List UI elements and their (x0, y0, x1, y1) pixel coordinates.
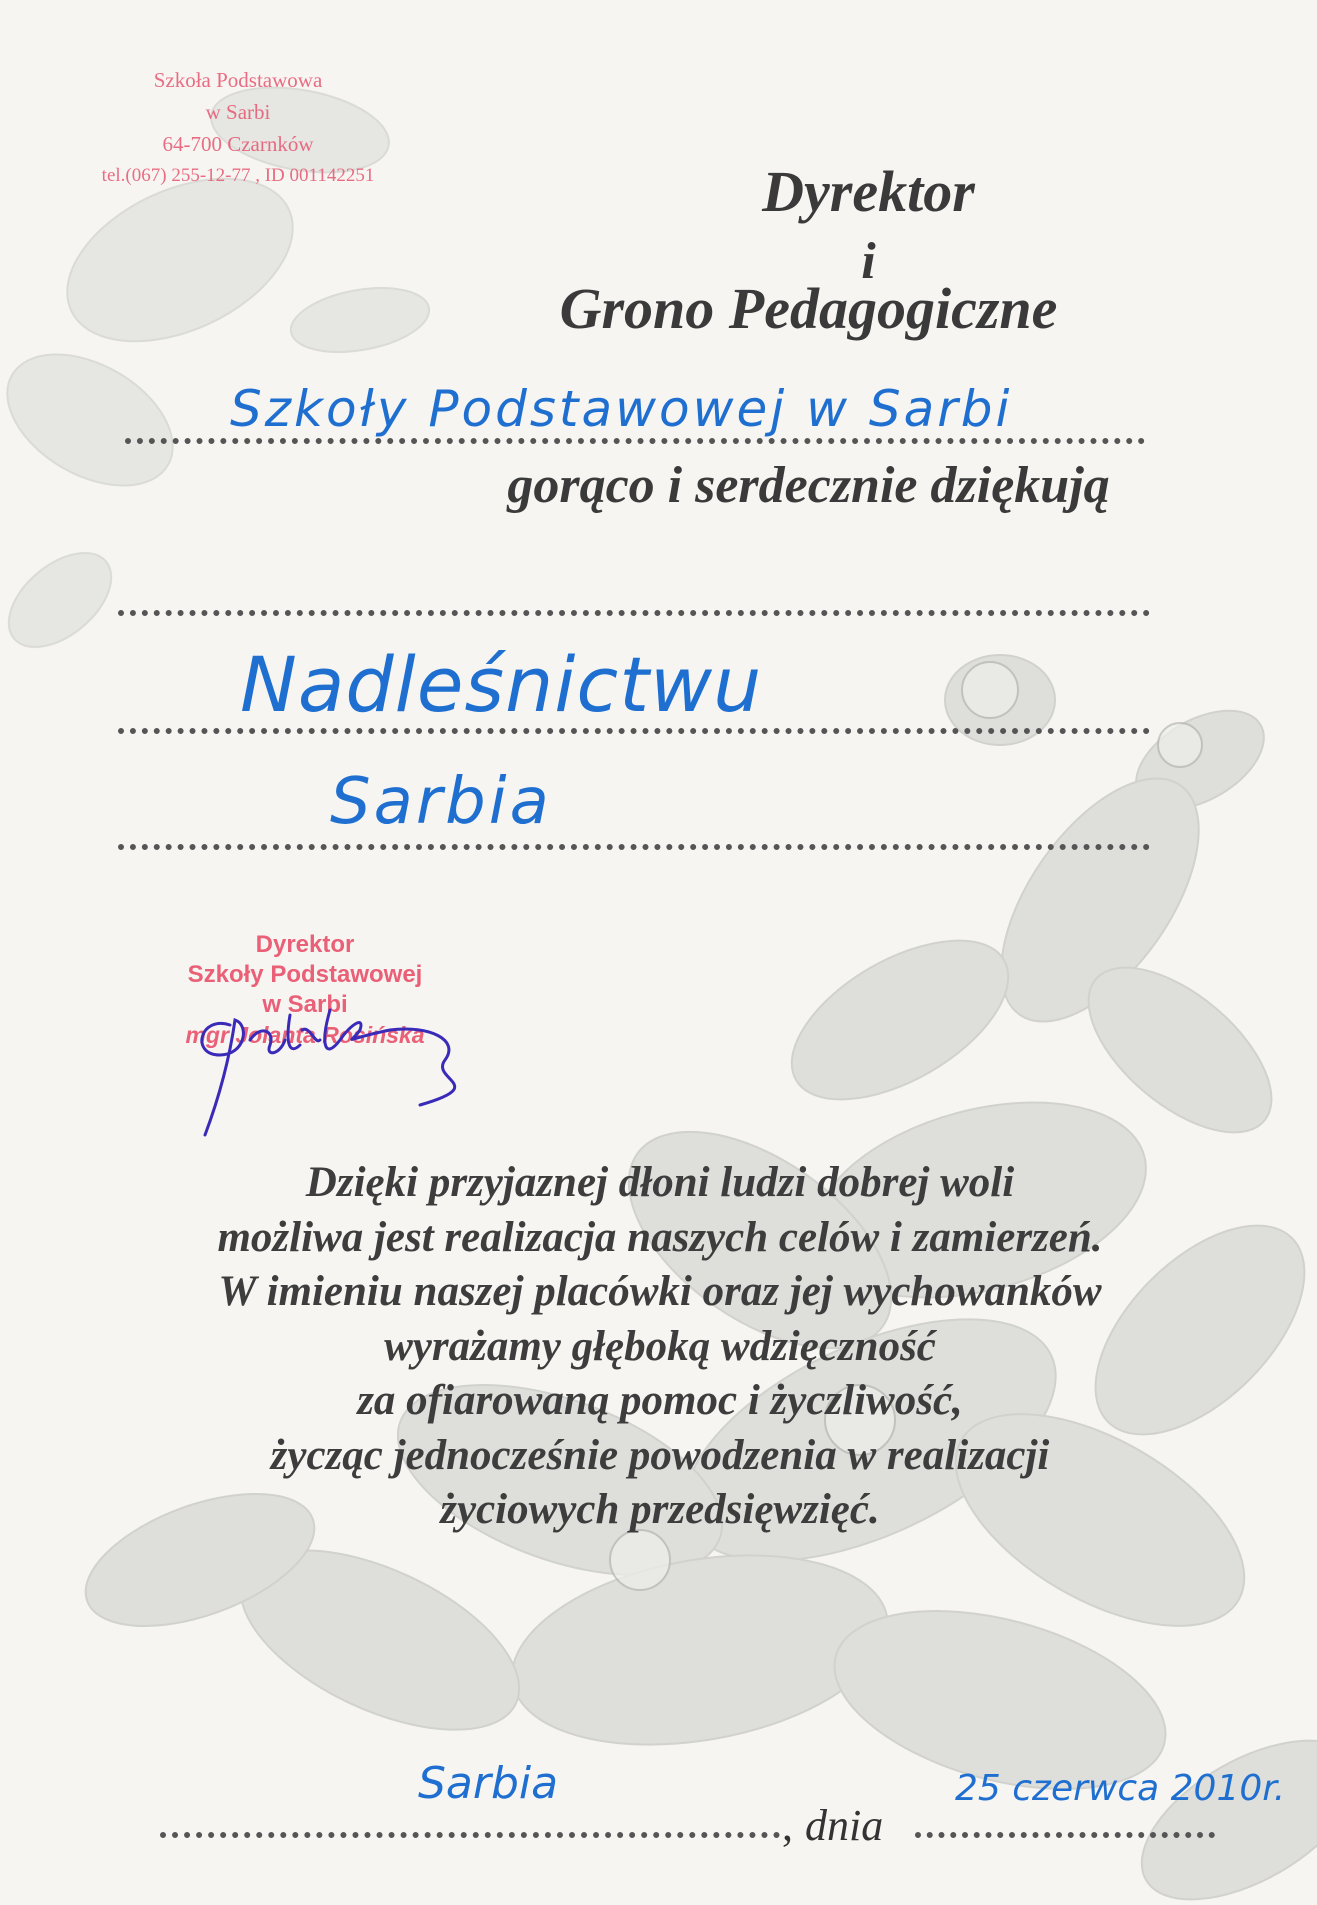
stamp-line: Szkoła Podstawowa (153, 68, 323, 92)
body-line: życiowych przedsięwzięć. (440, 1486, 880, 1533)
heading-teaching-staff: Grono Pedagogiczne (559, 276, 1058, 341)
handwritten-school-name: Szkoły Podstawowej w Sarbi (230, 380, 1013, 438)
director-stamp-line: Szkoły Podstawowej (187, 961, 423, 988)
dnia-label: dnia (805, 1801, 884, 1850)
dotted-line (915, 1826, 1215, 1838)
handwritten-recipient-line2: Sarbia (330, 765, 552, 839)
dotted-line (125, 432, 1145, 444)
body-line: możliwa jest realizacja naszych celów i zamierzeń. (217, 1213, 1103, 1261)
handwritten-date: 25 czerwca 2010r. (955, 1768, 1286, 1809)
stamp-line: w Sarbi (205, 100, 271, 124)
handwritten-place: Sarbia (418, 1758, 559, 1809)
body-line: W imieniu naszej placówki oraz jej wychowanków (218, 1268, 1102, 1315)
body-line: Dzięki przyjaznej dłoni ludzi dobrej woli (305, 1159, 1015, 1206)
body-line: za ofiarowaną pomoc i życzliwość, (357, 1377, 963, 1424)
dotted-line (118, 838, 1150, 850)
stamp-line: 64-700 Czarnków (162, 132, 314, 156)
dotted-line (160, 1826, 780, 1838)
handwritten-recipient-line1: Nadleśnictwu (240, 640, 763, 729)
body-line: wyrażamy głęboką wdzięczność (384, 1322, 936, 1370)
heading-and: i (861, 233, 876, 290)
director-stamp-name: mgr Jolanta Rosińska (185, 1022, 425, 1048)
heading-director: Dyrektor (762, 159, 975, 224)
director-stamp-line: w Sarbi (262, 991, 348, 1018)
dotted-line (118, 604, 1150, 616)
thanks-line: gorąco i serdecznie dziękują (507, 457, 1110, 514)
director-stamp-line: Dyrektor (255, 931, 355, 958)
comma: , (782, 1801, 793, 1850)
thank-you-body (80, 1156, 1240, 1538)
handwritten-signature (190, 985, 540, 1145)
dotted-line (118, 722, 1150, 734)
body-line: życząc jednocześnie powodzenia w realizacji (270, 1431, 1050, 1479)
stamp-line: tel.(067) 255-12-77 , ID 001142251 (101, 165, 375, 186)
